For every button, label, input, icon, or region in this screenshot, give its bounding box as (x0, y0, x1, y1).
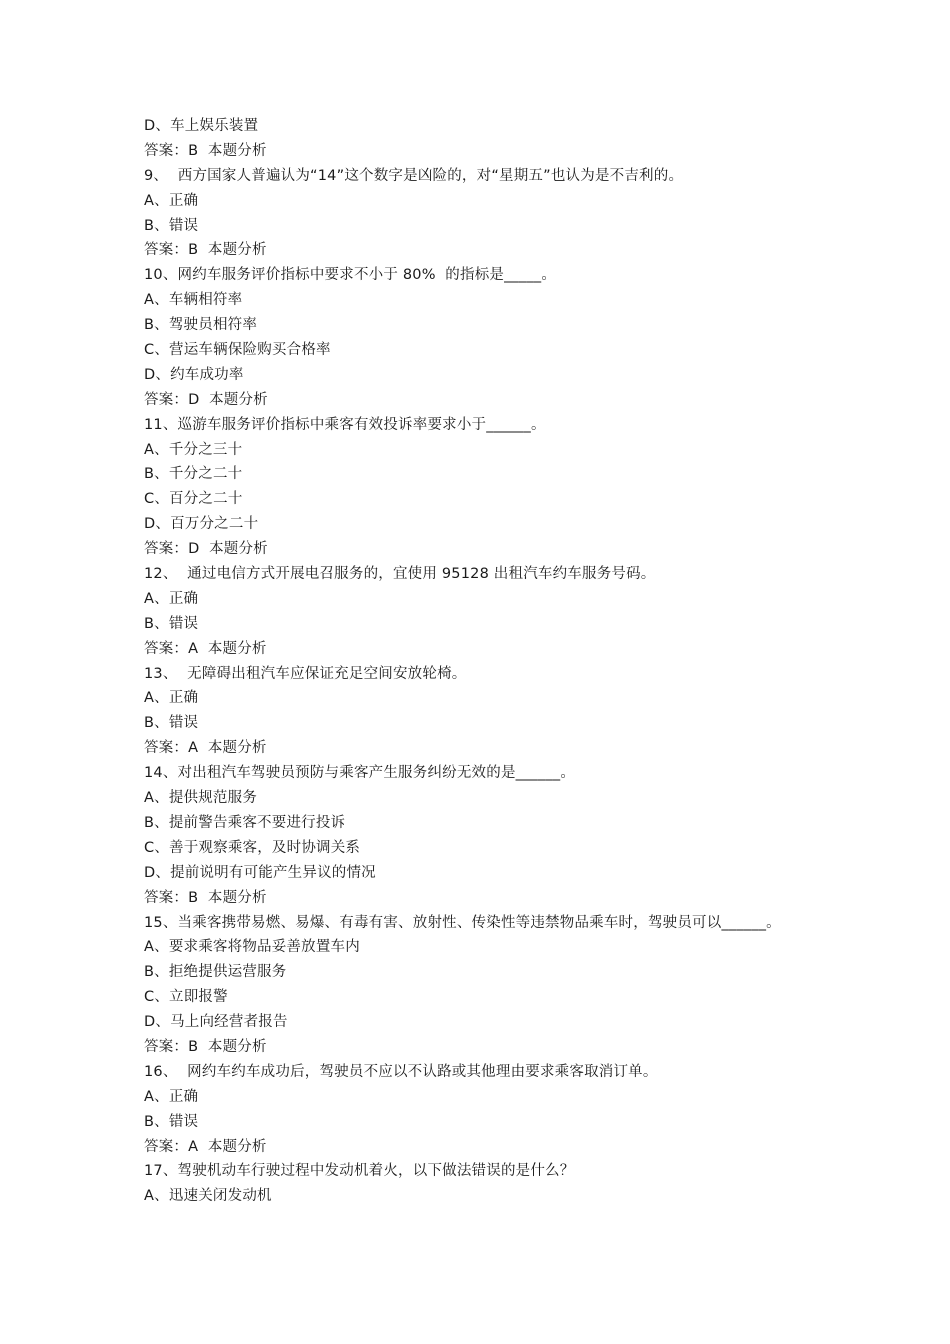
answer-line: 答案：A 本题分析 (144, 740, 267, 757)
option-b: B、错误 (144, 217, 199, 234)
option-a: A、车辆相符率 (144, 292, 243, 309)
answer-line: 答案：B 本题分析 (144, 889, 267, 906)
option-b: B、错误 (144, 1113, 199, 1130)
question-12: 12、 通过电信方式开展电召服务的，宜使用 95128 出租汽车约车服务号码。 (144, 566, 656, 583)
option-d: D、马上向经营者报告 (144, 1014, 288, 1031)
option-b: B、提前警告乘客不要进行投诉 (144, 814, 346, 831)
option-d: D、约车成功率 (144, 366, 244, 383)
option-a: A、正确 (144, 1088, 199, 1105)
document-body (144, 114, 844, 1209)
option-a: A、正确 (144, 690, 199, 707)
option-c: C、善于观察乘客，及时协调关系 (144, 839, 361, 856)
option-a: A、提供规范服务 (144, 790, 258, 807)
option-d: D、车上娱乐装置 (144, 118, 259, 134)
answer-line: 答案：A 本题分析 (144, 640, 267, 657)
question-17: 17、驾驶机动车行驶过程中发动机着火，以下做法错误的是什么？ (144, 1163, 575, 1180)
option-b: B、千分之二十 (144, 466, 243, 483)
option-d: D、百万分之二十 (144, 516, 259, 533)
option-a: A、千分之三十 (144, 441, 243, 458)
question-15: 15、当乘客携带易燃、易爆、有毒有害、放射性、传染性等违禁物品乘车时，驾驶员可以______。 (144, 914, 781, 931)
answer-line: 答案：B 本题分析 (144, 242, 267, 259)
option-c: C、百分之二十 (144, 491, 243, 508)
option-a: A、正确 (144, 192, 199, 209)
option-a: A、正确 (144, 590, 199, 607)
question-10: 10、网约车服务评价指标中要求不小于 80% 的指标是_____。 (144, 267, 557, 284)
answer-line: 答案：D 本题分析 (144, 391, 268, 408)
option-a: A、要求乘客将物品妥善放置车内 (144, 939, 360, 956)
option-b: B、驾驶员相符率 (144, 317, 258, 334)
answer-line: 答案：B 本题分析 (144, 1038, 267, 1055)
answer-line: 答案：D 本题分析 (144, 541, 268, 558)
option-b: B、错误 (144, 615, 199, 632)
question-9: 9、 西方国家人普遍认为“14”这个数字是凶险的，对“星期五”也认为是不吉利的。 (144, 167, 684, 184)
option-a: A、迅速关闭发动机 (144, 1188, 272, 1205)
question-13: 13、 无障碍出租汽车应保证充足空间安放轮椅。 (144, 665, 467, 682)
option-c: C、营运车辆保险购买合格率 (144, 342, 331, 359)
option-c: C、立即报警 (144, 989, 228, 1006)
option-d: D、提前说明有可能产生异议的情况 (144, 864, 376, 881)
answer-line: 答案：A 本题分析 (144, 1138, 267, 1155)
option-b: B、拒绝提供运营服务 (144, 964, 287, 981)
answer-line: 答案：B 本题分析 (144, 142, 267, 159)
option-b: B、错误 (144, 715, 199, 732)
question-14: 14、对出租汽车驾驶员预防与乘客产生服务纠纷无效的是______。 (144, 765, 576, 782)
question-16: 16、 网约车约车成功后，驾驶员不应以不认路或其他理由要求乘客取消订单。 (144, 1063, 658, 1080)
question-11: 11、巡游车服务评价指标中乘客有效投诉率要求小于______。 (144, 416, 546, 433)
